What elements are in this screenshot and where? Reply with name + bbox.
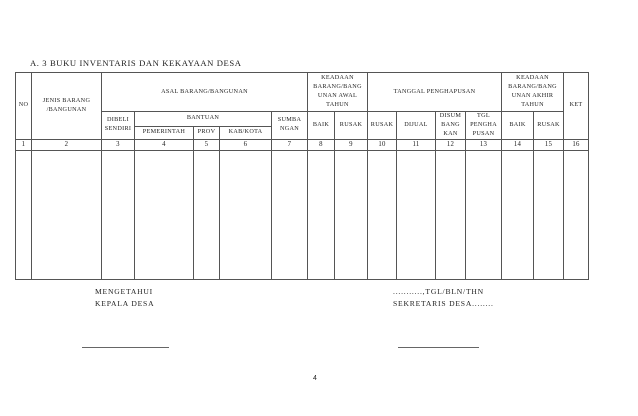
column-number: 14 [502, 139, 534, 150]
signature-right-line1: ...........,TGL/BLN/THN [393, 287, 484, 296]
column-number: 10 [368, 139, 397, 150]
header-dibeli-sendiri: DIBELI SENDIRI [102, 112, 135, 140]
header-tanggal-penghapusan: TANGGAL PENGHAPUSAN [368, 73, 502, 112]
table-cell [564, 150, 589, 279]
header-ket: KET [564, 73, 589, 140]
column-number: 15 [534, 139, 564, 150]
header-asal-barang: ASAL BARANG/BANGUNAN [102, 73, 308, 112]
signature-right-line [398, 347, 479, 348]
table-cell [135, 150, 194, 279]
column-number: 11 [397, 139, 436, 150]
signature-left [95, 286, 154, 310]
column-number: 3 [102, 139, 135, 150]
column-number: 13 [466, 139, 502, 150]
table-cell [272, 150, 308, 279]
column-number: 2 [32, 139, 102, 150]
signature-left-line [82, 347, 169, 348]
header-kab-kota: KAB/KOTA [220, 126, 272, 139]
header-baik-awal: BAIK [308, 112, 335, 140]
table-cell [32, 150, 102, 279]
signature-left-line2: KEPALA DESA [95, 298, 155, 308]
header-sumbangan: SUMBA NGAN [272, 112, 308, 140]
column-number: 16 [564, 139, 589, 150]
header-bantuan: BANTUAN [135, 112, 272, 127]
column-number: 7 [272, 139, 308, 150]
column-number: 1 [16, 139, 32, 150]
signature-left-line1: MENGETAHUI [95, 287, 154, 296]
signature-right [393, 286, 494, 310]
table-cell [534, 150, 564, 279]
header-rusak-awal: RUSAK [335, 112, 368, 140]
header-rusak-hapus: RUSAK [368, 112, 397, 140]
header-prov: PROV [194, 126, 220, 139]
column-number-row [16, 139, 589, 150]
header-pemerintah: PEMERINTAH [135, 126, 194, 139]
table-cell [194, 150, 220, 279]
table-cell [220, 150, 272, 279]
header-keadaan-akhir: KEADAAN BARANG/BANG UNAN AKHIR TAHUN [502, 73, 564, 112]
signature-right-line2: SEKRETARIS DESA........ [393, 298, 494, 308]
inventory-table [15, 72, 589, 280]
column-number: 6 [220, 139, 272, 150]
column-number: 4 [135, 139, 194, 150]
column-number: 8 [308, 139, 335, 150]
table-cell [436, 150, 466, 279]
page-number: 4 [313, 375, 317, 382]
column-number: 12 [436, 139, 466, 150]
header-rusak-akhir: RUSAK [534, 112, 564, 140]
header-baik-akhir: BAIK [502, 112, 534, 140]
table-cell [308, 150, 335, 279]
table-cell [102, 150, 135, 279]
document-title: A. 3 BUKU INVENTARIS DAN KEKAYAAN DESA [30, 58, 242, 68]
table-row [16, 150, 589, 279]
column-number: 9 [335, 139, 368, 150]
table-cell [397, 150, 436, 279]
table-cell [466, 150, 502, 279]
table-cell [335, 150, 368, 279]
header-no: NO [16, 73, 32, 140]
header-tgl-penghapusan: TGL PENGHA PUSAN [466, 112, 502, 140]
header-dijual: DIJUAL [397, 112, 436, 140]
header-jenis-barang: JENIS BARANG /BANGUNAN [32, 73, 102, 140]
table-cell [502, 150, 534, 279]
table-cell [16, 150, 32, 279]
column-number: 5 [194, 139, 220, 150]
header-keadaan-awal: KEADAAN BARANG/BANG UNAN AWAL TAHUN [308, 73, 368, 112]
table-cell [368, 150, 397, 279]
header-disumbangkan: DISUM BANG KAN [436, 112, 466, 140]
